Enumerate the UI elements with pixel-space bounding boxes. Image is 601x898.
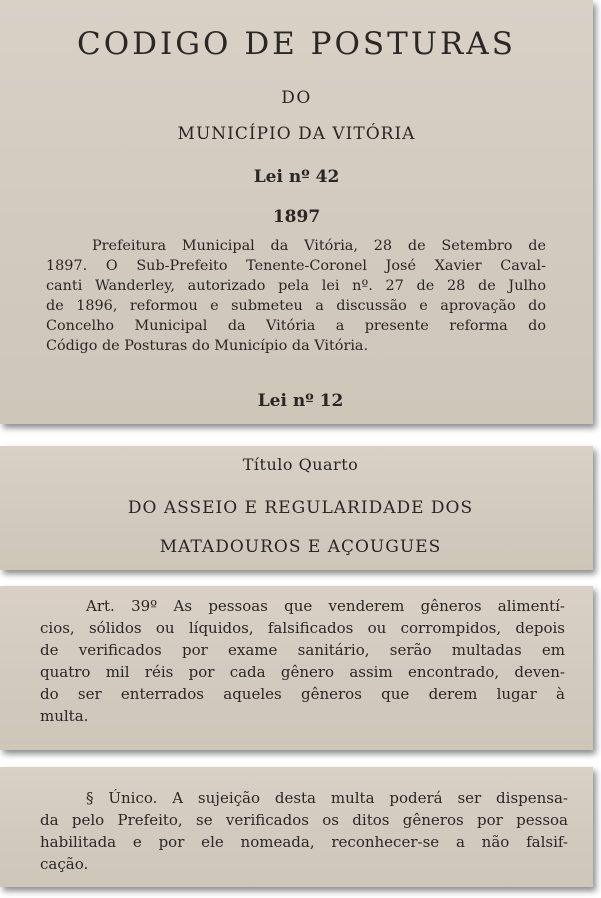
- law-number-secondary: Lei nº 12: [257, 391, 344, 411]
- unico-line: cação.: [40, 855, 89, 873]
- header-panel: [0, 0, 593, 424]
- intro-line: Concelho Municipal da Vitória a presente reforma do: [46, 318, 546, 334]
- article-paragraph: [40, 595, 565, 727]
- document-title: CODIGO DE POSTURAS: [77, 26, 516, 62]
- municipality-title: MUNICÍPIO DA VITÓRIA: [177, 124, 416, 144]
- intro-line: Prefeitura Municipal da Vitória, 28 de Setembro de: [92, 238, 546, 254]
- section-heading-line1: DO ASSEIO E REGULARIDADE DOS: [127, 498, 474, 518]
- section-label: Título Quarto: [242, 455, 359, 474]
- section-heading-line2: MATADOUROS E AÇOUGUES: [159, 537, 442, 557]
- law-year: 1897: [272, 207, 321, 227]
- article-line: cios, sólidos ou líquidos, falsificados ou corrompidos, depois: [40, 619, 565, 637]
- article-line: multa.: [40, 707, 89, 725]
- intro-paragraph: [46, 236, 546, 356]
- article-line: do ser enterrados aqueles gêneros que derem lugar à: [40, 685, 565, 703]
- law-number: Lei nº 42: [253, 167, 340, 187]
- title-connector: DO: [281, 88, 312, 108]
- unico-line: da pelo Prefeito, se verificados os ditos gêneros por pessoa: [40, 811, 568, 829]
- unico-line: § Único. A sujeição desta multa poderá ser dispensa-: [86, 789, 568, 807]
- intro-line: Código de Posturas do Município da Vitória.: [46, 338, 369, 354]
- intro-line: 1897. O Sub-Prefeito Tenente-Coronel José Xavier Caval-: [46, 258, 546, 274]
- article-line: Art. 39º As pessoas que venderem gêneros alimentí-: [86, 597, 565, 615]
- article-line: de verificados por exame sanitário, serão multadas em: [40, 641, 565, 659]
- article-line: quatro mil réis por cada gênero assim encontrado, deven-: [40, 663, 565, 681]
- unico-line: habilitada e por ele nomeada, reconhecer-se a não falsif-: [40, 833, 568, 851]
- unico-paragraph: [40, 787, 568, 875]
- intro-line: de 1896, reformou e submeteu a discussão e aprovação do: [46, 298, 546, 314]
- intro-line: canti Wanderley, autorizado pela lei nº. 27 de 28 de Julho: [46, 278, 546, 294]
